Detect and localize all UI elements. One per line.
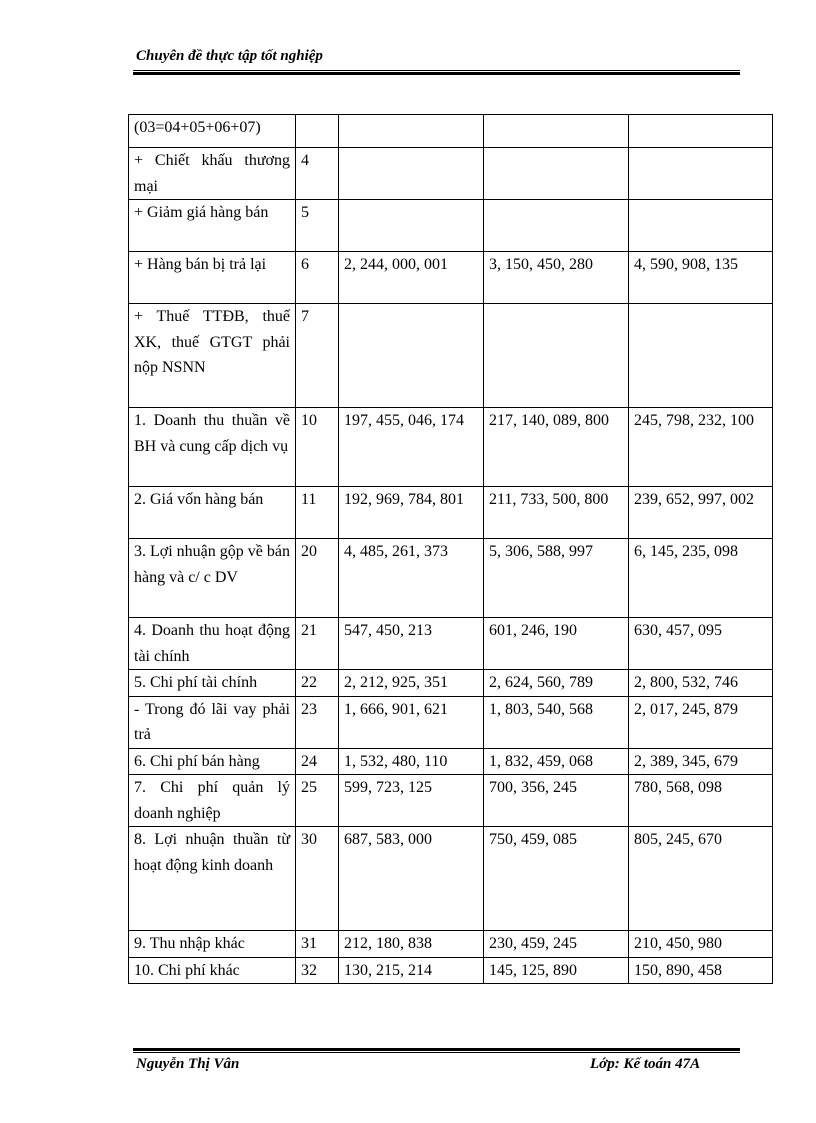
cell-item: 2. Giá vốn hàng bán <box>129 487 296 539</box>
cell-value-col2: 1, 803, 540, 568 <box>484 696 629 748</box>
cell-item: 9. Thu nhập khác <box>129 931 296 958</box>
cell-value-col1: 687, 583, 000 <box>339 827 484 931</box>
table-row <box>129 200 773 252</box>
cell-item: + Giảm giá hàng bán <box>129 200 296 252</box>
cell-code: 25 <box>296 775 339 827</box>
header-rule-thick <box>133 72 740 75</box>
cell-value-col2: 750, 459, 085 <box>484 827 629 931</box>
cell-value-col3: 630, 457, 095 <box>629 618 773 670</box>
table-row <box>129 487 773 539</box>
cell-code: 30 <box>296 827 339 931</box>
cell-code: 31 <box>296 931 339 958</box>
cell-value-col2: 700, 356, 245 <box>484 775 629 827</box>
income-statement-table <box>128 114 773 984</box>
cell-code: 21 <box>296 618 339 670</box>
cell-value-col2: 1, 832, 459, 068 <box>484 748 629 775</box>
cell-value-col3: 2, 389, 345, 679 <box>629 748 773 775</box>
table-row <box>129 148 773 200</box>
cell-code: 10 <box>296 408 339 487</box>
cell-value-col2: 601, 246, 190 <box>484 618 629 670</box>
table-row <box>129 696 773 748</box>
cell-code: 6 <box>296 252 339 304</box>
cell-value-col2 <box>484 148 629 200</box>
footer-author: Nguyễn Thị Vân <box>136 1056 240 1072</box>
cell-value-col3: 4, 590, 908, 135 <box>629 252 773 304</box>
table-row <box>129 304 773 408</box>
table-row <box>129 748 773 775</box>
cell-code: 23 <box>296 696 339 748</box>
cell-item: 10. Chi phí khác <box>129 957 296 984</box>
cell-value-col3: 805, 245, 670 <box>629 827 773 931</box>
cell-value-col2: 145, 125, 890 <box>484 957 629 984</box>
cell-value-col2: 230, 459, 245 <box>484 931 629 958</box>
cell-value-col2: 5, 306, 588, 997 <box>484 539 629 618</box>
cell-value-col1: 212, 180, 838 <box>339 931 484 958</box>
cell-value-col1: 192, 969, 784, 801 <box>339 487 484 539</box>
header-title: Chuyên đề thực tập tốt nghiệp <box>136 48 323 64</box>
cell-item: + Chiết khấu thương mại <box>129 148 296 200</box>
cell-value-col1: 599, 723, 125 <box>339 775 484 827</box>
cell-value-col1: 1, 532, 480, 110 <box>339 748 484 775</box>
cell-value-col3: 239, 652, 997, 002 <box>629 487 773 539</box>
cell-value-col2: 217, 140, 089, 800 <box>484 408 629 487</box>
table-row <box>129 827 773 931</box>
cell-value-col1 <box>339 148 484 200</box>
cell-item: (03=04+05+06+07) <box>129 115 296 148</box>
cell-value-col1 <box>339 115 484 148</box>
cell-value-col2 <box>484 200 629 252</box>
cell-value-col2: 2, 624, 560, 789 <box>484 670 629 697</box>
cell-code: 11 <box>296 487 339 539</box>
table-body <box>129 115 773 984</box>
cell-item: 4. Doanh thu hoạt động tài chính <box>129 618 296 670</box>
cell-item: + Thuế TTĐB, thuế XK, thuế GTGT phải nộp NSNN <box>129 304 296 408</box>
cell-item: 1. Doanh thu thuần về BH và cung cấp dịch vụ <box>129 408 296 487</box>
cell-value-col3 <box>629 148 773 200</box>
cell-value-col1: 130, 215, 214 <box>339 957 484 984</box>
table-row <box>129 252 773 304</box>
footer-rule-thick <box>133 1048 740 1051</box>
table-row <box>129 957 773 984</box>
cell-code: 4 <box>296 148 339 200</box>
cell-value-col1: 4, 485, 261, 373 <box>339 539 484 618</box>
cell-code: 20 <box>296 539 339 618</box>
table-row <box>129 115 773 148</box>
cell-value-col2: 211, 733, 500, 800 <box>484 487 629 539</box>
cell-code: 22 <box>296 670 339 697</box>
table-row <box>129 618 773 670</box>
cell-item: 7. Chi phí quản lý doanh nghiệp <box>129 775 296 827</box>
cell-value-col1 <box>339 200 484 252</box>
table-row <box>129 408 773 487</box>
table-row <box>129 539 773 618</box>
cell-item: 6. Chi phí bán hàng <box>129 748 296 775</box>
cell-value-col2 <box>484 115 629 148</box>
cell-value-col1: 547, 450, 213 <box>339 618 484 670</box>
footer-class: Lớp: Kế toán 47A <box>590 1056 701 1072</box>
cell-value-col3: 210, 450, 980 <box>629 931 773 958</box>
cell-code <box>296 115 339 148</box>
cell-item: 5. Chi phí tài chính <box>129 670 296 697</box>
cell-code: 32 <box>296 957 339 984</box>
cell-code: 7 <box>296 304 339 408</box>
cell-value-col2 <box>484 304 629 408</box>
cell-value-col3: 245, 798, 232, 100 <box>629 408 773 487</box>
cell-value-col1: 2, 244, 000, 001 <box>339 252 484 304</box>
cell-value-col1 <box>339 304 484 408</box>
table-row <box>129 931 773 958</box>
table-row <box>129 670 773 697</box>
cell-value-col2: 3, 150, 450, 280 <box>484 252 629 304</box>
cell-item: 8. Lợi nhuận thuần từ hoạt động kinh doanh <box>129 827 296 931</box>
cell-value-col1: 2, 212, 925, 351 <box>339 670 484 697</box>
cell-value-col1: 197, 455, 046, 174 <box>339 408 484 487</box>
footer-rule-thin <box>133 1052 740 1053</box>
cell-item: - Trong đó lãi vay phải trả <box>129 696 296 748</box>
cell-value-col3: 2, 800, 532, 746 <box>629 670 773 697</box>
cell-value-col3: 2, 017, 245, 879 <box>629 696 773 748</box>
cell-item: 3. Lợi nhuận gộp về bán hàng và c/ c DV <box>129 539 296 618</box>
cell-value-col3 <box>629 304 773 408</box>
header-rule-thin <box>133 70 740 71</box>
table-row <box>129 775 773 827</box>
cell-code: 5 <box>296 200 339 252</box>
cell-item: + Hàng bán bị trả lại <box>129 252 296 304</box>
cell-value-col3 <box>629 200 773 252</box>
cell-value-col3: 780, 568, 098 <box>629 775 773 827</box>
cell-value-col3: 6, 145, 235, 098 <box>629 539 773 618</box>
cell-value-col3 <box>629 115 773 148</box>
cell-code: 24 <box>296 748 339 775</box>
cell-value-col3: 150, 890, 458 <box>629 957 773 984</box>
cell-value-col1: 1, 666, 901, 621 <box>339 696 484 748</box>
